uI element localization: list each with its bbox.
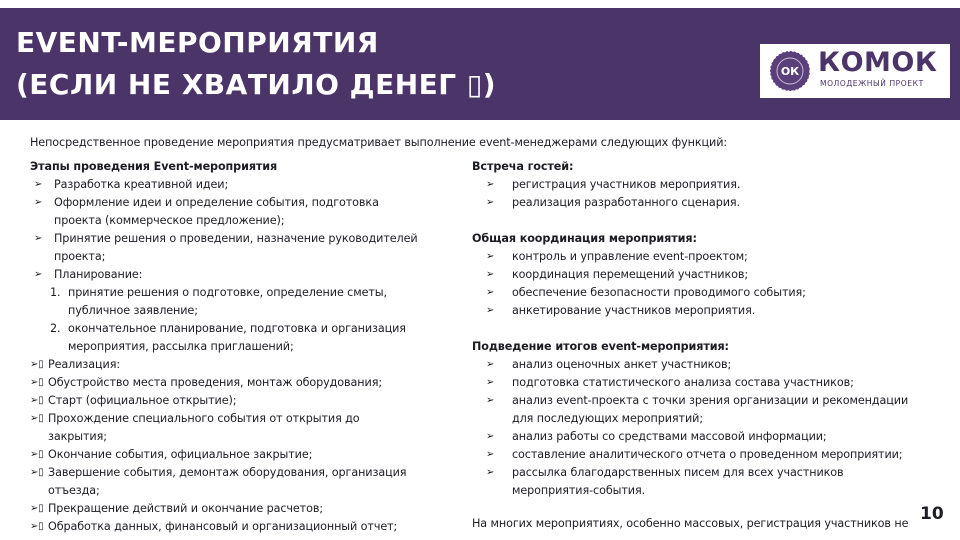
list-item: ➢ обеспечение безопасности проводимого события; xyxy=(472,284,942,302)
list-item: ➢ анализ event-проекта с точки зрения организации и рекомендации xyxy=(472,392,942,410)
list-item-continued: проекта; xyxy=(54,250,106,263)
section-heading-coordination: Общая координация мероприятия: xyxy=(472,232,697,245)
arrow-bullet-icon: ➢ xyxy=(34,179,43,190)
arrow-bullet-icon: ➢ xyxy=(34,269,43,280)
logo-name: КОМОК xyxy=(818,47,938,78)
right-column xyxy=(472,158,942,500)
stages-list-continued xyxy=(30,356,460,536)
coordination-list xyxy=(472,248,942,320)
summary-list xyxy=(472,356,942,500)
list-item: ➢▯ Прекращение действий и окончание расчетов; xyxy=(30,500,460,518)
arrow-bullet-icon: ➢ xyxy=(486,305,495,316)
list-item: ➢▯ Окончание события, официальное закрытие; xyxy=(30,446,460,464)
arrow-bullet-icon: ➢▯ xyxy=(30,395,44,406)
intro-text: Непосредственное проведение мероприятия предусматривает выполнение event-менеджерами следующих функций: xyxy=(30,136,728,149)
list-item: ➢ контроль и управление event-проектом; xyxy=(472,248,942,266)
arrow-bullet-icon: ➢ xyxy=(486,395,495,406)
section-heading-stages: Этапы проведения Event-мероприятия xyxy=(30,160,278,173)
guests-list xyxy=(472,176,942,212)
arrow-bullet-icon: ➢ xyxy=(34,233,43,244)
list-item: ➢ Принятие решения о проведении, назначение руководителей xyxy=(34,230,460,248)
list-item-continued: проекта (коммерческое предложение); xyxy=(54,214,285,227)
arrow-bullet-icon: ➢ xyxy=(486,377,495,388)
numbered-item-continued: публичное заявление; xyxy=(68,304,198,317)
arrow-bullet-icon: ➢▯ xyxy=(30,503,44,514)
numbered-item: 1. принятие решения о подготовке, определение сметы, xyxy=(50,286,387,299)
list-item-continued: отъезда; xyxy=(48,484,100,497)
arrow-bullet-icon: ➢▯ xyxy=(30,467,44,478)
arrow-bullet-icon: ➢▯ xyxy=(30,449,44,460)
list-item: ➢▯ Обработка данных, финансовый и организационный отчет; xyxy=(30,518,460,536)
arrow-bullet-icon: ➢ xyxy=(486,431,495,442)
section-heading-summary: Подведение итогов event-мероприятия: xyxy=(472,340,729,353)
list-item: ➢ анализ работы со средствами массовой информации; xyxy=(472,428,942,446)
list-item: ➢▯ Обустройство места проведения, монтаж оборудования; xyxy=(30,374,460,392)
page-title-line-1: EVENT-МЕРОПРИЯТИЯ xyxy=(16,26,379,59)
svg-text:ОК: ОК xyxy=(780,65,800,78)
list-item: ➢▯ Старт (официальное открытие); xyxy=(30,392,460,410)
arrow-bullet-icon: ➢ xyxy=(486,449,495,460)
arrow-bullet-icon: ➢▯ xyxy=(30,377,44,388)
list-item: ➢ Оформление идеи и определение события, подготовка xyxy=(34,194,460,212)
arrow-bullet-icon: ➢ xyxy=(486,251,495,262)
list-item: ➢ регистрация участников мероприятия. xyxy=(472,176,942,194)
list-item: ➢ анкетирование участников мероприятия. xyxy=(472,302,942,320)
numbered-item: 2. окончательное планирование, подготовка и организация xyxy=(50,322,406,335)
arrow-bullet-icon: ➢▯ xyxy=(30,521,44,532)
arrow-bullet-icon: ➢ xyxy=(486,269,495,280)
list-item: ➢▯ Завершение события, демонтаж оборудования, организация xyxy=(30,464,460,482)
arrow-bullet-icon: ➢ xyxy=(486,197,495,208)
page-title-line-2: (ЕСЛИ НЕ ХВАТИЛО ДЕНЕГ ▯) xyxy=(16,68,497,101)
logo-subtitle: МОЛОДЕЖНЫЙ ПРОЕКТ xyxy=(820,79,924,88)
list-item: ➢ реализация разработанного сценария. xyxy=(472,194,942,212)
arrow-bullet-icon: ➢ xyxy=(486,467,495,478)
list-item: ➢ анализ оценочных анкет участников; xyxy=(472,356,942,374)
footer-note: На многих мероприятиях, особенно массовых, регистрация участников не xyxy=(472,517,909,530)
list-item-continued: для последующих мероприятий; xyxy=(512,412,703,425)
title-banner xyxy=(0,8,960,120)
list-item: ➢ координация перемещений участников; xyxy=(472,266,942,284)
page-number: 10 xyxy=(920,504,944,524)
arrow-bullet-icon: ➢ xyxy=(486,359,495,370)
arrow-bullet-icon: ➢▯ xyxy=(30,359,44,370)
page-title xyxy=(16,22,716,106)
section-heading-guests: Встреча гостей: xyxy=(472,160,574,173)
list-item: ➢▯ Прохождение специального события от открытия до xyxy=(30,410,460,428)
stages-list xyxy=(30,176,460,284)
logo-seal-icon xyxy=(768,49,812,93)
list-item: ➢ Планирование: xyxy=(34,266,460,284)
arrow-bullet-icon: ➢ xyxy=(486,287,495,298)
list-item: ➢ рассылка благодарственных писем для всех участников xyxy=(472,464,942,482)
list-item: ➢ подготовка статистического анализа состава участников; xyxy=(472,374,942,392)
arrow-bullet-icon: ➢ xyxy=(486,179,495,190)
list-item: ➢ Разработка креативной идеи; xyxy=(34,176,460,194)
list-item-continued: мероприятия-события. xyxy=(512,484,646,497)
left-column xyxy=(30,158,460,536)
list-item: ➢▯ Реализация: xyxy=(30,356,460,374)
arrow-bullet-icon: ➢ xyxy=(34,197,43,208)
arrow-bullet-icon: ➢▯ xyxy=(30,413,44,424)
komok-logo xyxy=(760,44,950,98)
list-item-continued: закрытия; xyxy=(48,430,107,443)
list-item: ➢ составление аналитического отчета о проведенном мероприятии; xyxy=(472,446,942,464)
numbered-item-continued: мероприятия, рассылка приглашений; xyxy=(68,340,294,353)
